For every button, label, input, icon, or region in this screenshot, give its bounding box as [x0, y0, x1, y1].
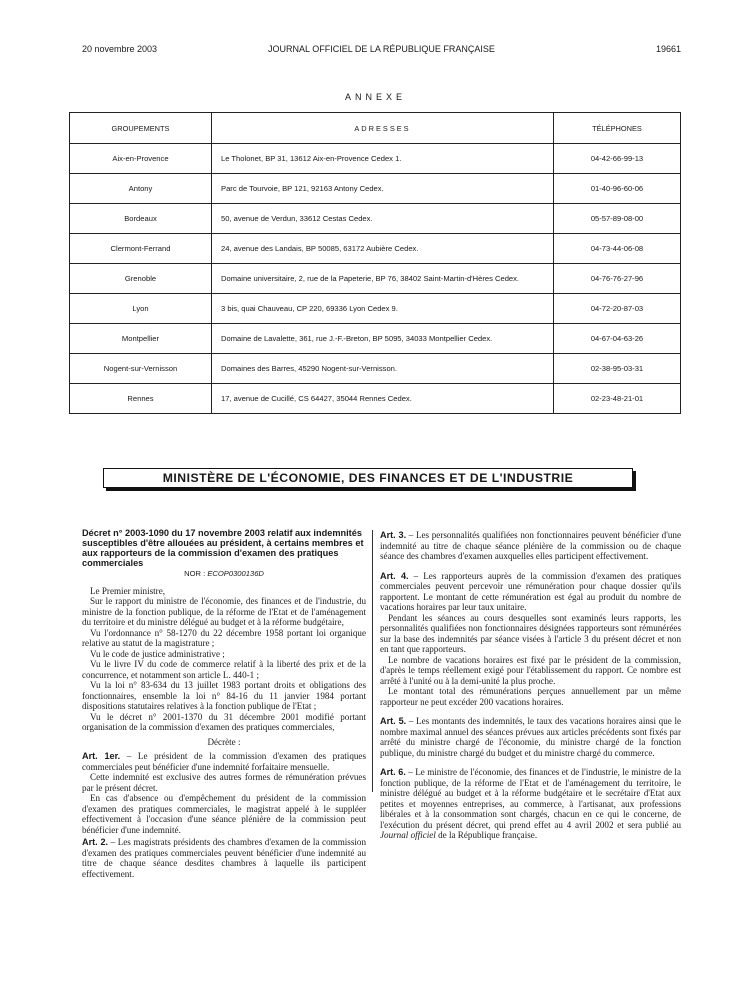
phone-cell: 05-57-89-08-00	[554, 204, 681, 234]
table-row	[70, 204, 681, 234]
page-header	[82, 44, 681, 58]
phone-cell: 04-42-66-99-13	[554, 144, 681, 174]
ministry-banner	[103, 468, 639, 494]
article-4-text: Les rapporteurs auprès de la commission d'examen des pratiques commerciales peuvent percevoir une rémunération pour chaque dossier qu'ils rapportent. Le montant de cette rémunération est égal au produit du nombre de vacations horaires par leur taux unitaire.	[380, 570, 681, 612]
phone-cell: 02-23-48-21-01	[554, 384, 681, 414]
decree-right-column	[380, 528, 681, 841]
preamble-paragraph: Vu le décret n° 2001-1370 du 31 décembre 2001 modifié portant organisation de la commission d'examen des pratiques commerciales,	[82, 711, 366, 732]
article-4-paragraph-3: Le nombre de vacations horaires est fixé par le président de la commission, d'après le temps réellement exigé pour l'établissement du rapport. Ce nombre est arrêté à l'unité ou à la demi-unité la plus proche.	[380, 654, 681, 686]
article-3: Art. 3. – Les personnalités qualifiées non fonctionnaires peuvent bénéficier d'une indemnité au titre de chaque séance plénière de la commission ou de chaque séance des chambres d'examen auxquelles elles participent effectivement.	[380, 530, 682, 561]
group-cell: Clermont-Ferrand	[70, 234, 212, 264]
phone-cell: 02-38-95-03-31	[554, 354, 681, 384]
article-3-label: Art. 3.	[380, 530, 407, 540]
group-cell: Bordeaux	[70, 204, 212, 234]
article-5-label: Art. 5.	[380, 716, 407, 726]
preamble-paragraph: Le Premier ministre,	[90, 585, 166, 596]
nor-reference	[82, 569, 366, 580]
table-row	[70, 354, 681, 384]
header-date: 20 novembre 2003	[82, 44, 158, 54]
nor-code: ECOP0300136D	[207, 569, 264, 578]
phone-cell: 01-40-96-60-06	[554, 174, 681, 204]
phone-cell: 04-72-20-87-03	[554, 294, 681, 324]
address-cell: 3 bis, quai Chauveau, CP 220, 69336 Lyon Cedex 9.	[212, 294, 554, 324]
group-cell: Montpellier	[70, 324, 212, 354]
table-header-row	[70, 113, 681, 144]
article-6-text-end: de la République française.	[438, 830, 538, 840]
table-row	[70, 294, 681, 324]
decrete-heading: Décrète :	[207, 736, 241, 747]
article-6-label: Art. 6.	[380, 767, 406, 777]
table-row	[70, 174, 681, 204]
address-cell: Le Tholonet, BP 31, 13612 Aix-en-Provence Cedex 1.	[212, 144, 554, 174]
decree-title: Décret n° 2003-1090 du 17 novembre 2003 relatif aux indemnités susceptibles d'être allouées au président, à certains membres et aux rapporteurs de la commission d'examen des pratiques commerciales	[82, 528, 364, 568]
preamble-paragraph: Vu l'ordonnance n° 58-1270 du 22 décembre 1958 portant loi organique relative au statut de la magistrature ;	[82, 627, 366, 648]
column-divider	[372, 530, 373, 792]
article-6-text: Le ministre de l'économie, des finances et de l'industrie, le ministre de la fonction publique, de la réforme de l'Etat et de l'aménagement du territoire, le ministre délégué au budget et à la réforme budgétaire et le secrétaire d'Etat aux petites et moyennes entreprises, au commerce, à l'artisanat, aux professions libérales et à la consommation sont chargés, chacun en ce qui le concerne, de l'exécution du présent décret, qui prend effet au 4 avril 2002 et sera publié au	[380, 767, 681, 830]
table-row	[70, 144, 681, 174]
table-row	[70, 234, 681, 264]
article-4-label: Art. 4.	[380, 570, 409, 581]
article-2-text: Les magistrats présidents des chambres d'examen de la commission d'examen des pratiques commerciales peuvent bénéficier d'une indemnité au titre de chaque séance desdites chambres à laquelle ils participent effectivement.	[82, 837, 366, 879]
address-cell: 17, avenue de Cucillé, CS 64427, 35044 Rennes Cedex.	[212, 384, 554, 414]
group-cell: Lyon	[70, 294, 212, 324]
article-5-text: Les montants des indemnités, le taux des vacations horaires ainsi que le nombre maximal annuel des séances prévues aux articles précédents sont fixés par arrêté du ministre chargé de l'économie, du ministre chargé de la fonction publique, du ministre chargé du budget et du ministre chargé du commerce.	[380, 716, 682, 758]
preamble-paragraph: Sur le rapport du ministre de l'économie, des finances et de l'industrie, du ministre de la fonction publique, de la réforme de l'Etat et de l'aménagement du territoire et du ministre délégué au budget et à la réforme budgétaire,	[82, 596, 366, 627]
article-4-paragraph-2: Pendant les séances au cours desquelles sont examinés leurs rapports, les personnalités qualifiées non fonctionnaires désignées rapporteurs sont rémunérées sur la base des indemnités par séance visées à l'article 3 du présent décret et non en tant que rapporteurs.	[380, 612, 681, 654]
column-header-telephones: TÉLÉPHONES	[554, 113, 681, 144]
article-1-label: Art. 1er.	[82, 751, 121, 761]
article-6: Art. 6. – Le ministre de l'économie, des finances et de l'industrie, le ministre de la fonction publique, de la réforme de l'Etat et de l'aménagement du territoire, le ministre délégué au budget et à la réforme budgétaire et le secrétaire d'Etat aux petites et moyennes entreprises, au commerce, à l'artisanat, aux professions libérales et à la consommation sont chargés, chacun en ce qui le concerne, de l'exécution du présent décret, qui prend effet au 4 avril 2002 et sera publié au Journal officiel de la République française.	[380, 767, 681, 840]
table-row	[70, 264, 681, 294]
phone-cell: 04-73-44-06-08	[554, 234, 681, 264]
annex-title: ANNEXE	[344, 92, 406, 102]
preamble-paragraph: Vu la loi n° 83-634 du 13 juillet 1983 portant droits et obligations des fonctionnaires, ensemble la loi n° 84-16 du 11 janvier 1984 portant dispositions statutaires relatives à la fonction publique de l'Etat ;	[82, 680, 366, 711]
article-1-text: Le président de la commission d'examen des pratiques commerciales peut bénéficier d'une indemnité forfaitaire mensuelle.	[82, 751, 366, 772]
article-2: Art. 2. – Les magistrats présidents des chambres d'examen de la commission d'examen des pratiques commerciales peuvent bénéficier d'une indemnité au titre de chaque séance desdites chambres à laquelle ils participent effectivement.	[82, 837, 366, 879]
table-row	[70, 324, 681, 354]
phone-cell: 04-76-76-27-96	[554, 264, 681, 294]
column-header-groupements: GROUPEMENTS	[70, 113, 212, 144]
header-page-number: 19661	[655, 44, 681, 54]
address-cell: Parc de Tourvoie, BP 121, 92163 Antony Cedex.	[212, 174, 554, 204]
preamble-paragraph: Vu le code de justice administrative ;	[90, 648, 225, 659]
article-5: Art. 5. – Les montants des indemnités, le taux des vacations horaires ainsi que le nombre maximal annuel des séances prévues aux articles précédents sont fixés par arrêté du ministre chargé de l'économie, du ministre chargé de la fonction publique, du ministre chargé du budget et du ministre chargé du commerce.	[380, 716, 682, 758]
address-cell: 50, avenue de Verdun, 33612 Cestas Cedex.	[212, 204, 554, 234]
group-cell: Nogent-sur-Vernisson	[70, 354, 212, 384]
preamble-paragraph: Vu le livre IV du code de commerce relatif à la liberté des prix et de la concurrence, et notamment son article L. 440-1 ;	[82, 659, 366, 680]
journal-officiel-reference: Journal officiel	[380, 830, 436, 840]
header-journal-title: JOURNAL OFFICIEL DE LA RÉPUBLIQUE FRANÇAISE	[268, 44, 495, 54]
article-1: Art. 1er. – Le président de la commission d'examen des pratiques commerciales peut bénéficier d'une indemnité forfaitaire mensuelle.	[82, 751, 366, 772]
phone-cell: 04-67-04-63-26	[554, 324, 681, 354]
address-cell: Domaine de Lavalette, 361, rue J.-F.-Breton, BP 5095, 34033 Montpellier Cedex.	[212, 324, 554, 354]
table-row	[70, 384, 681, 414]
article-4-paragraph-4: Le montant total des rémunérations perçues annuellement par un même rapporteur ne peut excéder 200 vacations horaires.	[380, 686, 681, 707]
article-1-paragraph-3: En cas d'absence ou d'empêchement du président de la commission d'examen des pratiques commerciales, le magistrat appelé à le suppléer effectivement à l'occasion d'une séance plénière de la commission peut bénéficier d'une indemnité.	[82, 793, 366, 835]
address-cell: 24, avenue des Landais, BP 50085, 63172 Aubière Cedex.	[212, 234, 554, 264]
group-cell: Grenoble	[70, 264, 212, 294]
address-cell: Domaine universitaire, 2, rue de la Papeterie, BP 76, 38402 Saint-Martin-d'Hères Cedex.	[212, 264, 554, 294]
address-cell: Domaines des Barres, 45290 Nogent-sur-Vernisson.	[212, 354, 554, 384]
article-1-paragraph-2: Cette indemnité est exclusive des autres formes de rémunération prévues par le présent décret.	[82, 772, 366, 793]
article-2-label: Art. 2.	[82, 837, 109, 847]
article-4: Art. 4. – Les rapporteurs auprès de la commission d'examen des pratiques commerciales peuvent percevoir une rémunération pour chaque dossier qu'ils rapportent. Le montant de cette rémunération est égal au produit du nombre de vacations horaires par leur taux unitaire.	[380, 570, 681, 612]
nor-label: NOR :	[184, 569, 206, 578]
group-cell: Antony	[70, 174, 212, 204]
group-cell: Rennes	[70, 384, 212, 414]
decree-left-column	[82, 528, 366, 879]
group-cell: Aix-en-Provence	[70, 144, 212, 174]
ministry-title: MINISTÈRE DE L'ÉCONOMIE, DES FINANCES ET DE L'INDUSTRIE	[103, 468, 633, 488]
article-3-text: Les personnalités qualifiées non fonctionnaires peuvent bénéficier d'une indemnité au titre de chaque séance plénière de la commission ou de chaque séance des chambres d'examen auxquelles elles participent effectivement.	[380, 530, 682, 561]
addresses-table	[69, 112, 681, 414]
column-header-adresses: ADRESSES	[212, 113, 554, 144]
